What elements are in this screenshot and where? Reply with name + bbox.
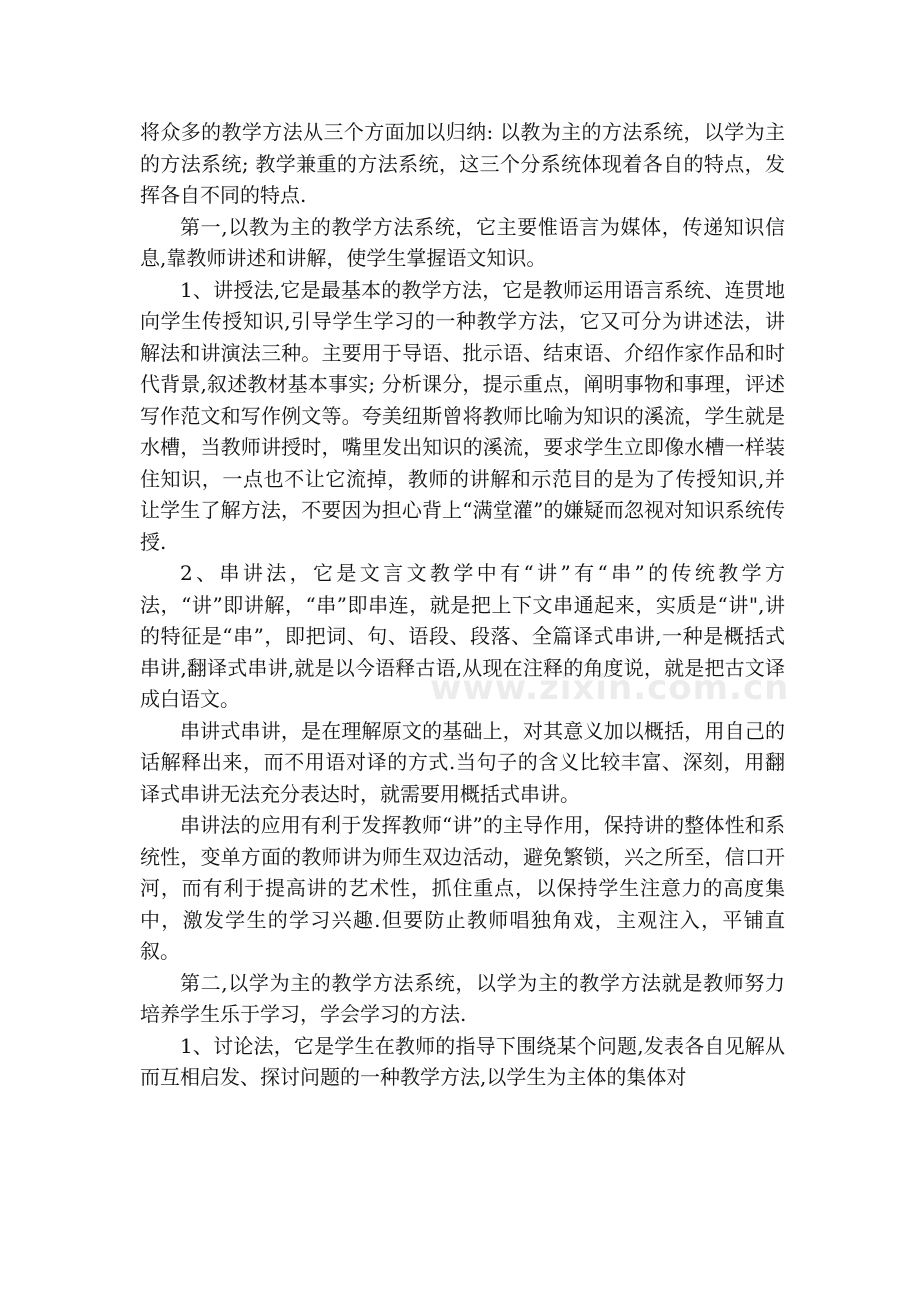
paragraph-chuanjiang-style: 串讲式串讲，是在理解原文的基础上，对其意义加以概括，用自己的话解释出来，而不用语对译的方式.当句子的含义比较丰富、深刻，用翻译式串讲无法充分表达时，就需要用概括式串讲。 — [140, 718, 785, 806]
document-body — [140, 117, 785, 1094]
paragraph-first-system: 第一,以教为主的教学方法系统，它主要惟语言为媒体，传递知识信息,靠教师讲述和讲解，使学生掌握语文知识。 — [140, 214, 785, 270]
paragraph-lecture-method: 1、讲授法,它是最基本的教学方法，它是教师运用语言系统、连贯地向学生传授知识,引导学生学习的一种教学方法，它又可分为讲述法，讲解法和讲演法三种。主要用于导语、批示语、结束语、介绍作家作品和时代背景,叙述教材基本事实; 分析课分，提示重点，阐明事物和事理，评述写作范文和写作例文等。夸美纽斯曾将教师比喻为知识的溪流，学生就是水槽，当教师讲授时，嘴里发出知识的溪流，要求学生立即像水槽一样装住知识，一点也不让它流掉，教师的讲解和示范目的是为了传授知识,并让学生了解方法，不要因为担心背上“满堂灌”的嫌疑而忽视对知识系统传授. — [140, 277, 785, 554]
paragraph-chuanjiang-application: 串讲法的应用有利于发挥教师“讲”的主导作用，保持讲的整体性和系统性，变单方面的教师讲为师生双边活动，避免繁锁，兴之所至，信口开河，而有利于提高讲的艺术性，抓住重点，以保持学生注意力的高度集中，激发学生的学习兴趣.但要防止教师唱独角戏，主观注入，平铺直叙。 — [140, 813, 785, 963]
paragraph-intro: 将众多的教学方法从三个方面加以归纳: 以教为主的方法系统，以学为主的方法系统; 教学兼重的方法系统，这三个分系统体现着各自的特点，发挥各自不同的特点. — [140, 120, 785, 207]
watermark-text: www.zixin.com.cn — [430, 668, 790, 708]
paragraph-chuanjiang-method: 2、串讲法，它是文言文教学中有“讲”有“串”的传统教学方法，“讲”即讲解，“串”即串连，就是把上下文串通起来，实质是“讲",讲的特征是“串”，即把词、句、语段、段落、全篇译式串讲,一种是概括式串讲,翻译式串讲,就是以今语释古语,从现在注释的角度说，就是把古文译成白语文。 — [140, 561, 785, 711]
paragraph-second-system: 第二,以学为主的教学方法系统，以学为主的教学方法就是教师努力培养学生乐于学习，学会学习的方法. — [140, 970, 785, 1026]
paragraph-discussion-method: 1、讨论法，它是学生在教师的指导下围绕某个问题,发表各自见解从而互相启发、探讨问题的一种教学方法,以学生为主体的集体对 — [140, 1033, 785, 1089]
